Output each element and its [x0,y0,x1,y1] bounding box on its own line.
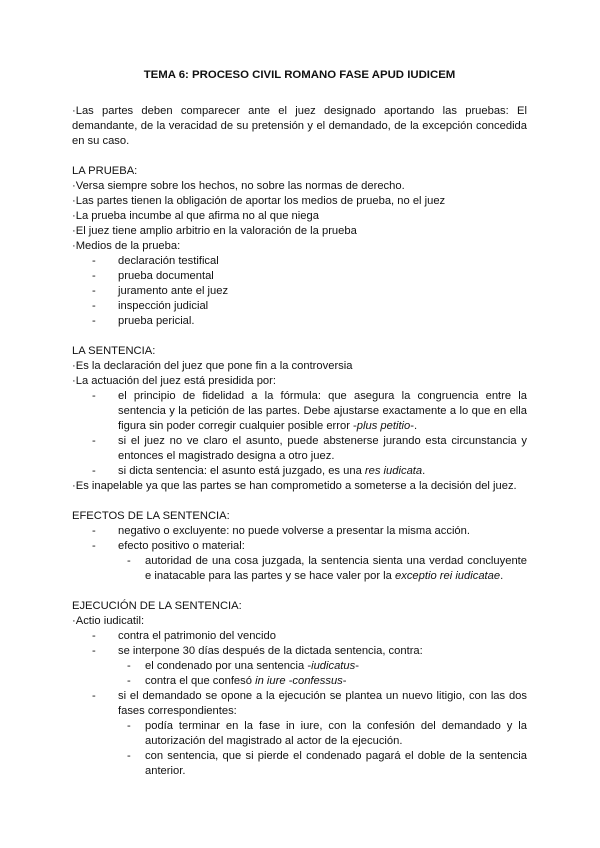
prueba-line: ·Versa siempre sobre los hechos, no sobre las normas de derecho. [72,180,405,192]
document-title: TEMA 6: PROCESO CIVIL ROMANO FASE APUD IUDICEM [143,69,456,81]
section-heading-sentencia: LA SENTENCIA: [72,345,156,357]
ejecucion-line: ·Actio iudicatil: [72,615,145,627]
sentencia-line: ·La actuación del juez está presidida por: [72,375,276,387]
sub-list-item: - el condenado por una sentencia -iudicatus- [127,660,359,672]
prueba-line: ·Las partes tienen la obligación de aportar los medios de prueba, no el juez [72,195,446,207]
list-item: - si el juez no ve claro el asunto, puede abstenerse jurando esta circunstancia y entonces el magistrado designa a otro juez. [92,435,527,462]
list-item: - efecto positivo o material: [92,540,245,552]
section-heading-prueba: LA PRUEBA: [72,165,138,177]
sentencia-line: ·Es la declaración del juez que pone fin a la controversia [72,360,353,372]
section-heading-efectos: EFECTOS DE LA SENTENCIA: [72,510,230,522]
list-item: - prueba documental [92,270,214,282]
sentencia-line: ·Es inapelable ya que las partes se han comprometido a someterse a la decisión del juez. [72,480,517,492]
sub-list-item: - contra el que confesó in iure -confessus- [127,675,347,687]
list-item: - el principio de fidelidad a la fórmula: que asegura la congruencia entre la sentencia y la petición de las partes. Debe ajustarse exactamente a lo que en ella figura sin poder corregir cualquier posible error -plus petitio-. [92,390,527,432]
list-item: - prueba pericial. [92,315,195,327]
list-item: - si el demandado se opone a la ejecución se plantea un nuevo litigio, con las dos fases correspondientes: [92,690,527,717]
sub-list-item: - autoridad de una cosa juzgada, la sentencia sienta una verdad concluyente e inatacable para las partes y se hace valer por la exceptio rei iudicatae. [127,555,527,582]
list-item: - contra el patrimonio del vencido [92,630,276,642]
list-item: - juramento ante el juez [92,285,229,297]
document-page [72,68,527,779]
section-heading-ejecucion: EJECUCIÓN DE LA SENTENCIA: [72,600,242,612]
prueba-line: ·La prueba incumbe al que afirma no al que niega [72,210,319,222]
intro-paragraph: ·Las partes deben comparecer ante el juez designado aportando las pruebas: El demandante, de la veracidad de su pretensión y el demandado, de la excepción concedida en su caso. [72,105,527,147]
sub-list-item: - podía terminar en la fase in iure, con la confesión del demandado y la autorización del magistrado al actor de la ejecución. [127,720,527,747]
prueba-line: ·El juez tiene amplio arbitrio en la valoración de la prueba [72,225,357,237]
list-item: - negativo o excluyente: no puede volverse a presentar la misma acción. [92,525,470,537]
list-item: - declaración testifical [92,255,219,267]
prueba-line: ·Medios de la prueba: [72,240,181,252]
sub-list-item: - con sentencia, que si pierde el condenado pagará el doble de la sentencia anterior. [127,750,527,777]
list-item: - se interpone 30 días después de la dictada sentencia, contra: [92,645,423,657]
list-item: - inspección judicial [92,300,209,312]
list-item: - si dicta sentencia: el asunto está juzgado, es una res iudicata. [92,465,426,477]
